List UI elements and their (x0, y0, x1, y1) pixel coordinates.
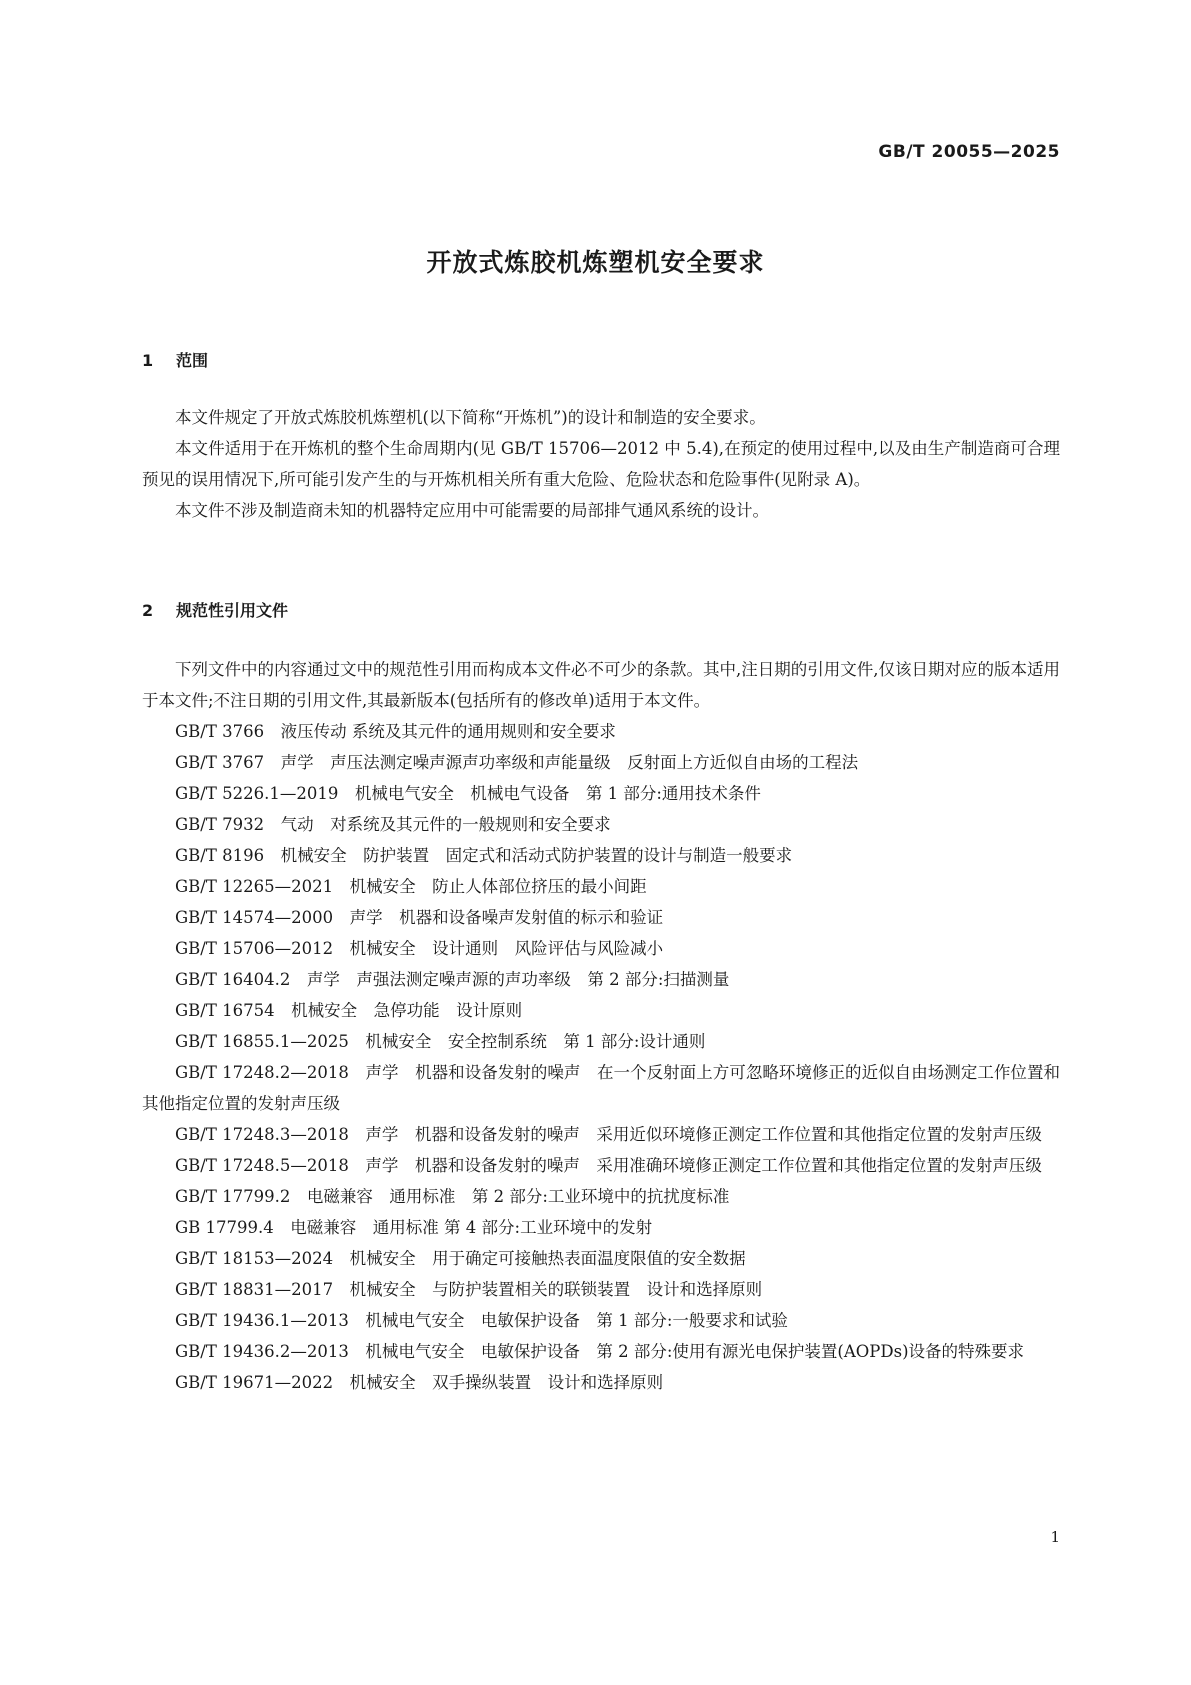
reference-code: GB/T 16404.2 (175, 970, 291, 989)
section-2-heading (142, 598, 288, 621)
reference-code: GB/T 18831—2017 (175, 1280, 334, 1299)
section-1-body (142, 402, 1060, 526)
reference-title: 电磁兼容 通用标准 第 2 部分:工业环境中的抗扰度标准 (306, 1187, 730, 1206)
reference-code: GB/T 5226.1—2019 (175, 784, 339, 803)
reference-item (142, 933, 1060, 964)
reference-code: GB/T 16855.1—2025 (175, 1032, 349, 1051)
reference-item (142, 1181, 1060, 1212)
reference-title: 机械电气安全 电敏保护设备 第 2 部分:使用有源光电保护装置(AOPDs)设备的特殊要求 (365, 1342, 1025, 1361)
reference-item (142, 778, 1060, 809)
reference-item (142, 1336, 1060, 1367)
paragraph: 下列文件中的内容通过文中的规范性引用而构成本文件必不可少的条款。其中,注日期的引用文件,仅该日期对应的版本适用于本文件;不注日期的引用文件,其最新版本(包括所有的修改单)适用于本文件。 (142, 660, 1060, 710)
page-number: 1 (1050, 1528, 1060, 1546)
reference-item (142, 964, 1060, 995)
reference-item (142, 809, 1060, 840)
reference-list (142, 716, 1060, 1398)
reference-title: 声学 声强法测定噪声源的声功率级 第 2 部分:扫描测量 (306, 970, 730, 989)
reference-title: 机械电气安全 机械电气设备 第 1 部分:通用技术条件 (354, 784, 761, 803)
reference-title: 液压传动 系统及其元件的通用规则和安全要求 (280, 722, 616, 741)
reference-code: GB/T 3766 (175, 722, 265, 741)
reference-title: 机械电气安全 电敏保护设备 第 1 部分:一般要求和试验 (365, 1311, 788, 1330)
standard-number: GB/T 20055—2025 (878, 142, 1060, 162)
reference-item (142, 1367, 1060, 1398)
section-title: 规范性引用文件 (176, 601, 289, 620)
reference-item (142, 1274, 1060, 1305)
section-number: 2 (142, 601, 154, 620)
reference-code: GB/T 18153—2024 (175, 1249, 334, 1268)
reference-title: 气动 对系统及其元件的一般规则和安全要求 (280, 815, 611, 834)
reference-item (142, 1243, 1060, 1274)
section-title: 范围 (176, 351, 209, 370)
reference-title: 电磁兼容 通用标准 第 4 部分:工业环境中的发射 (290, 1218, 653, 1237)
reference-item (142, 995, 1060, 1026)
paragraph: 本文件规定了开放式炼胶机炼塑机(以下简称“开炼机”)的设计和制造的安全要求。 (175, 408, 766, 427)
reference-item (142, 1119, 1060, 1150)
reference-code: GB/T 14574—2000 (175, 908, 334, 927)
reference-title: 声学 声压法测定噪声源声功率级和声能量级 反射面上方近似自由场的工程法 (280, 753, 859, 772)
reference-code: GB/T 8196 (175, 846, 265, 865)
reference-item (142, 1305, 1060, 1336)
reference-title: 声学 机器和设备噪声发射值的标示和验证 (349, 908, 664, 927)
reference-title: 机械安全 双手操纵装置 设计和选择原则 (349, 1373, 664, 1392)
reference-code: GB/T 16754 (175, 1001, 275, 1020)
reference-item (142, 747, 1060, 778)
reference-code: GB/T 12265—2021 (175, 877, 334, 896)
reference-code: GB/T 17799.2 (175, 1187, 291, 1206)
reference-title: 机械安全 防止人体部位挤压的最小间距 (349, 877, 647, 896)
section-2-body (142, 654, 1060, 1398)
section-number: 1 (142, 351, 154, 370)
section-1-heading (142, 348, 208, 371)
reference-code: GB/T 3767 (175, 753, 265, 772)
reference-title: 机械安全 用于确定可接触热表面温度限值的安全数据 (349, 1249, 746, 1268)
reference-code: GB/T 19436.1—2013 (175, 1311, 349, 1330)
reference-item (142, 1212, 1060, 1243)
reference-title: 机械安全 设计通则 风险评估与风险减小 (349, 939, 664, 958)
reference-title: 机械安全 防护装置 固定式和活动式防护装置的设计与制造一般要求 (280, 846, 793, 865)
document-title: 开放式炼胶机炼塑机安全要求 (426, 248, 765, 277)
paragraph: 本文件不涉及制造商未知的机器特定应用中可能需要的局部排气通风系统的设计。 (175, 501, 769, 520)
paragraph: 本文件适用于在开炼机的整个生命周期内(见 GB/T 15706—2012 中 5.4),在预定的使用过程中,以及由生产制造商可合理预见的误用情况下,所可能引发产生的与开炼机相关所有重大危险、危险状态和危险事件(见附录 A)。 (142, 439, 1060, 489)
reference-item (142, 840, 1060, 871)
reference-code: GB/T 19671—2022 (175, 1373, 334, 1392)
reference-item (142, 902, 1060, 933)
reference-code: GB/T 15706—2012 (175, 939, 334, 958)
reference-item (142, 871, 1060, 902)
reference-title: 声学 机器和设备发射的噪声 在一个反射面上方可忽略环境修正的近似自由场测定工作位置和其他指定位置的发射声压级 (142, 1063, 1061, 1113)
reference-item (142, 716, 1060, 747)
reference-title: 机械安全 安全控制系统 第 1 部分:设计通则 (365, 1032, 706, 1051)
reference-code: GB 17799.4 (175, 1218, 274, 1237)
reference-item (142, 1057, 1060, 1119)
reference-item (142, 1026, 1060, 1057)
reference-item (142, 1150, 1060, 1181)
reference-code: GB/T 17248.2—2018 (175, 1063, 349, 1082)
reference-title: 机械安全 急停功能 设计原则 (291, 1001, 523, 1020)
reference-code: GB/T 17248.5—2018 (175, 1156, 349, 1175)
reference-code: GB/T 19436.2—2013 (175, 1342, 349, 1361)
reference-title: 机械安全 与防护装置相关的联锁装置 设计和选择原则 (349, 1280, 763, 1299)
reference-code: GB/T 7932 (175, 815, 265, 834)
reference-title: 声学 机器和设备发射的噪声 采用准确环境修正测定工作位置和其他指定位置的发射声压级 (365, 1156, 1042, 1175)
reference-title: 声学 机器和设备发射的噪声 采用近似环境修正测定工作位置和其他指定位置的发射声压级 (365, 1125, 1042, 1144)
reference-code: GB/T 17248.3—2018 (175, 1125, 349, 1144)
